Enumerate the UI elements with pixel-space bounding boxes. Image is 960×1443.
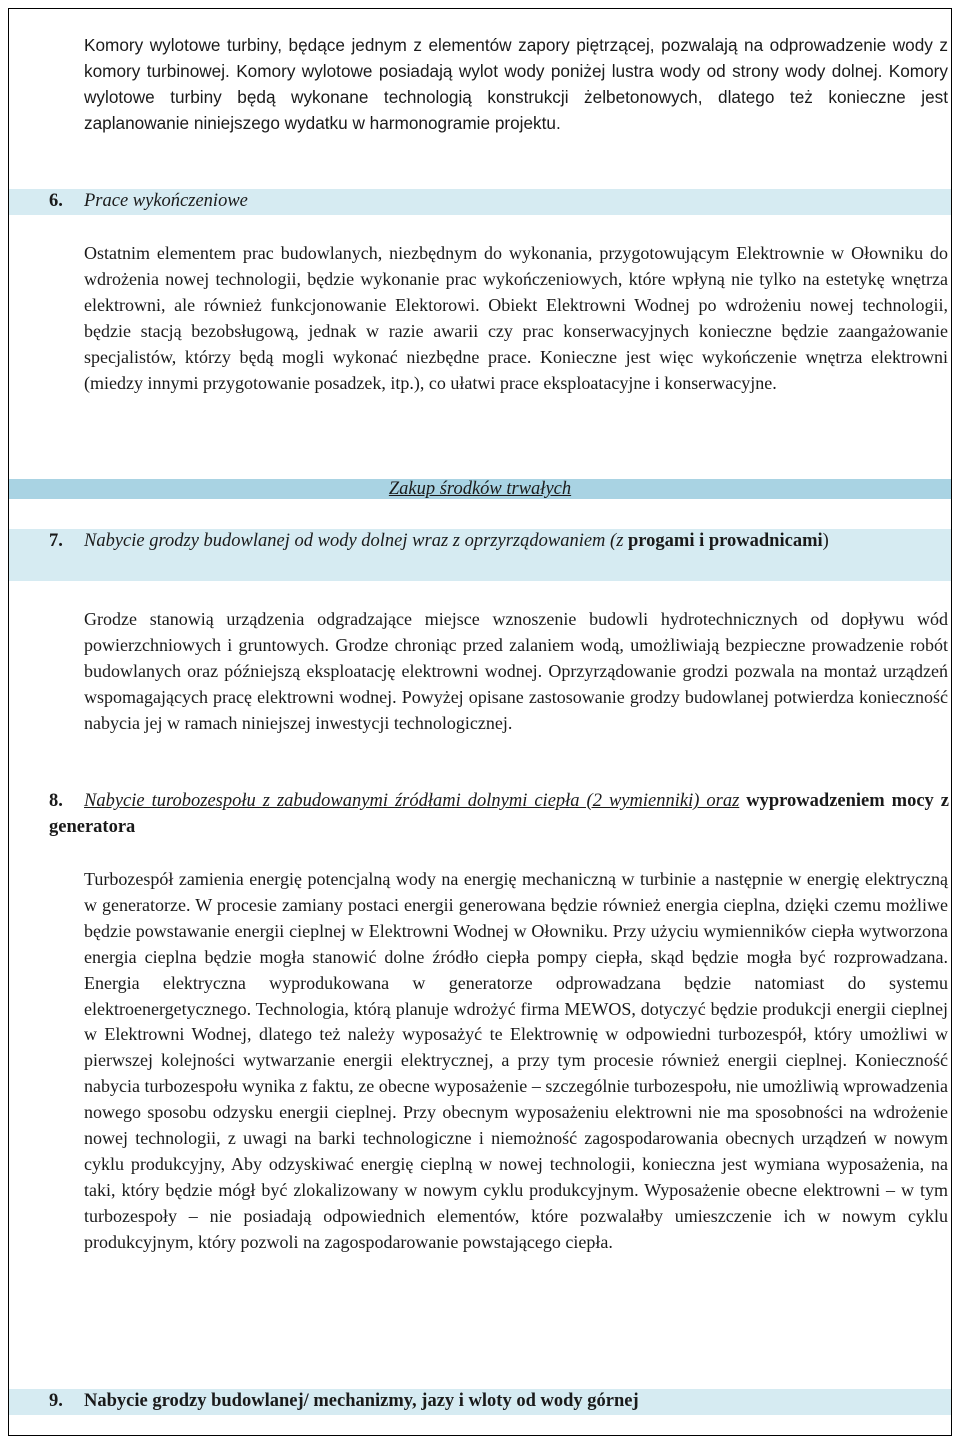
section-8-title-bold: wyprowadzeniem mocy z generatora [49, 791, 950, 837]
section-7-title-bold: progami i prowadnicami [628, 531, 823, 551]
section-7-heading [49, 529, 949, 555]
section-6-number: 6. [49, 191, 63, 211]
section-8-title: Nabycie turobozespołu z zabudowanymi źródłami dolnymi ciepła (2 wymienniki) oraz [84, 791, 740, 811]
intro-block [84, 33, 948, 137]
section-9-number: 9. [49, 1391, 63, 1411]
section-9-title: Nabycie grodzy budowlanej/ mechanizmy, jazy i wloty od wody górnej [84, 1391, 639, 1411]
section-6-body: Ostatnim elementem prac budowlanych, niezbędnym do wykonania, przygotowującym Elektrownie w Ołowniku do wdrożenia nowej technologii, będzie wykonanie prac wykończeniowych, które wpłyną nie tylko na estetykę wnętrza elektrowni, ale również funkcjonowanie Elektorowi. Obiekt Elektrowni Wodnej po wdrożeniu nowej technologii, będzie stacją bezobsługową, jednak w razie awarii czy prac konserwacyjnych konieczne będzie zaangażowanie specjalistów, którzy będą mogli wykonać niezbędne prace. Konieczne jest więc wykończenie wnętrza elektrowni (miedzy innymi przygotowanie posadzek, itp.), co ułatwi prace eksploatacyjne i konserwacyjne. [84, 243, 948, 393]
section-7-title-end: ) [822, 531, 829, 551]
section-8-body-block [84, 867, 948, 1256]
section-9-heading [49, 1389, 949, 1415]
section-7-number: 7. [49, 531, 63, 551]
section-6-heading [49, 189, 949, 215]
banner-title: Zakup środków trwałych [388, 479, 572, 499]
fixed-assets-banner [9, 479, 951, 499]
section-8-heading [49, 789, 949, 841]
section-7-body-block [84, 607, 948, 737]
intro-paragraph: Komory wylotowe turbiny, będące jednym z elementów zapory piętrzącej, pozwalają na odprowadzenie wody z komory turbinowej. Komory wylotowe posiadają wylot wody poniżej lustra wody od strony wody dolnej. Komory wylotowe turbiny będą wykonane technologią konstrukcji żelbetonowych, dlatego też konieczne jest zaplanowanie niniejszego wydatku w harmonogramie projektu. [84, 35, 948, 133]
section-6-title: Prace wykończeniowe [84, 191, 248, 211]
section-7-body: Grodze stanowią urządzenia odgradzające miejsce wznoszenie budowli hydrotechnicznych od dopływu wód powierzchniowych i gruntowych. Grodze chroniąc przed zalaniem wodą, umożliwiają bezpieczne prowadzenie robót budowlanych oraz późniejszą eksploatację elektrowni wodnej. Oprzyrządowanie grodzi pozwala na montaż urządzeń wspomagających pracę elektrowni wodnej. Powyżej opisane zastosowanie grodzy budowlanej potwierdza konieczność nabycia jej w ramach niniejszej inwestycji technologicznej. [84, 609, 948, 733]
document-page [8, 8, 952, 1436]
section-8-number: 8. [49, 791, 63, 811]
section-7-title: Nabycie grodzy budowlanej od wody dolnej wraz z oprzyrządowaniem (z [84, 531, 624, 551]
section-6-body-block [84, 241, 948, 396]
section-8-body: Turbozespół zamienia energię potencjalną wody na energię mechaniczną w turbinie a następnie w energię elektryczną w generatorze. W procesie zamiany postaci energii generowana będzie również energia cieplna, dzięki czemu możliwe będzie powstawanie energii cieplnej w Elektrowni Wodnej w Ołowniku. Przy użyciu wymienników ciepła wytworzona energia cieplna będzie mogła stanowić dolne źródło ciepła pompy ciepła, skąd będzie mogła być rozprowadzana. Energia elektryczna wyprodukowana w generatorze odprowadzana będzie natomiast do systemu elektroenergetycznego. Technologia, którą planuje wdrożyć firma MEWOS, dotyczyć będzie produkcji energii cieplnej w Elektrowni Wodnej, dlatego też należy wyposażyć te Elektrownię w odpowiedni turbozespół, który umożliwi w pierwszej kolejności wytwarzanie energii elektrycznej, a przy tym procesie również energii cieplnej. Konieczność nabycia turbozespołu wynika z faktu, ze obecne wyposażenie – szczególnie turbozespołu, nie umożliwią wprowadzenia nowego sposobu odzysku energii cieplnej. Przy obecnym wyposażeniu elektrowni nie ma sposobności na wdrożenie nowej technologii, z uwagi na barki technologiczne i niemożność zagospodarowania obecnych urządzeń w nowym cyklu produkcyjny, Aby odzyskiwać energię cieplną w nowej technologii, konieczna jest wymiana wyposażenia, na taki, który będzie mógł być zlokalizowany w nowym cyklu produkcyjnym. Wyposażenie obecne elektrowni – w tym turbozespoły – nie posiadają odpowiednich elementów, które pozwalałby umieszczenie ich w nowym cyklu produkcyjnym, który pozwoli na zagospodarowanie powstającego ciepła. [84, 869, 948, 1252]
